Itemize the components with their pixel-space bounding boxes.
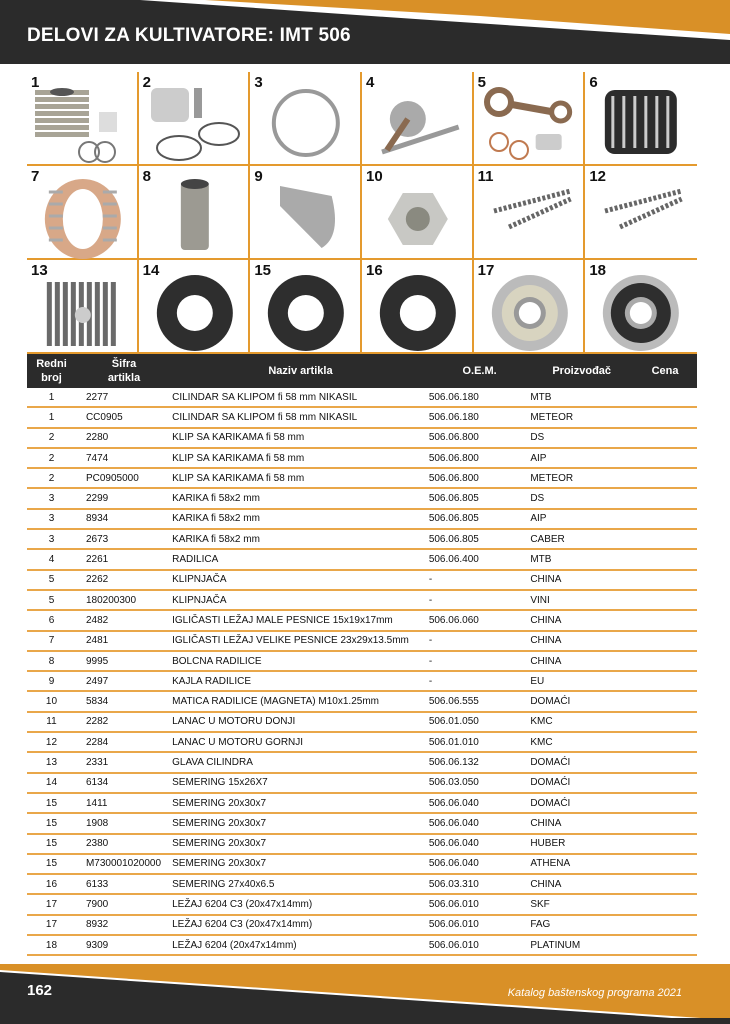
cell-redni-broj: 8 bbox=[27, 651, 76, 671]
image-cell-10 bbox=[362, 166, 474, 260]
cell-redni-broj: 17 bbox=[27, 915, 76, 935]
cell-oem: 506.06.800 bbox=[429, 468, 531, 488]
table-row bbox=[27, 509, 697, 529]
cell-naziv: GLAVA CILINDRA bbox=[172, 752, 429, 772]
table-row bbox=[27, 773, 697, 793]
image-cell-17 bbox=[474, 260, 586, 354]
cell-cena bbox=[633, 854, 697, 874]
cell-proizvodjac: MTB bbox=[530, 549, 633, 569]
cell-proizvodjac: ATHENA bbox=[530, 854, 633, 874]
table-row bbox=[27, 712, 697, 732]
cell-proizvodjac: FAG bbox=[530, 915, 633, 935]
cell-naziv: IGLIČASTI LEŽAJ VELIKE PESNICE 23x29x13.5mm bbox=[172, 631, 429, 651]
cell-sifra: 9309 bbox=[76, 935, 172, 955]
col-header-cena: Cena bbox=[651, 365, 679, 377]
cell-proizvodjac: CHINA bbox=[530, 874, 633, 894]
catalog-title: Katalog baštenskog programa 2021 bbox=[507, 987, 682, 999]
cell-cena bbox=[633, 793, 697, 813]
cell-proizvodjac: CHINA bbox=[530, 631, 633, 651]
cell-sifra: PC0905000 bbox=[76, 468, 172, 488]
cell-naziv: LANAC U MOTORU GORNJI bbox=[172, 732, 429, 752]
image-number: 10 bbox=[366, 168, 383, 185]
cell-redni-broj: 11 bbox=[27, 712, 76, 732]
cell-sifra: CC0905 bbox=[76, 407, 172, 427]
table-row bbox=[27, 752, 697, 772]
cell-naziv: LEŽAJ 6204 C3 (20x47x14mm) bbox=[172, 915, 429, 935]
cell-naziv: RADILICA bbox=[172, 549, 429, 569]
cell-redni-broj: 7 bbox=[27, 631, 76, 651]
table-row bbox=[27, 732, 697, 752]
cell-oem: 506.06.800 bbox=[429, 448, 531, 468]
cell-naziv: KLIPNJAČA bbox=[172, 590, 429, 610]
image-number: 18 bbox=[589, 262, 607, 279]
image-number: 3 bbox=[254, 74, 263, 91]
image-cell-6 bbox=[585, 72, 697, 166]
cell-oem: - bbox=[429, 671, 531, 691]
cell-redni-broj: 1 bbox=[27, 388, 76, 407]
cell-oem: - bbox=[429, 570, 531, 590]
cell-cena bbox=[633, 691, 697, 711]
page-header bbox=[0, 0, 730, 64]
table-body bbox=[27, 388, 697, 955]
cell-naziv: CILINDAR SA KLIPOM fi 58 mm NIKASIL bbox=[172, 407, 429, 427]
cell-redni-broj: 3 bbox=[27, 529, 76, 549]
cell-cena bbox=[633, 610, 697, 630]
image-cell-7 bbox=[27, 166, 139, 260]
cell-cena bbox=[633, 651, 697, 671]
cell-naziv: KLIP SA KARIKAMA fi 58 mm bbox=[172, 428, 429, 448]
cell-oem: 506.01.050 bbox=[429, 712, 531, 732]
parts-image-grid bbox=[27, 72, 697, 354]
table-row bbox=[27, 894, 697, 914]
cell-redni-broj: 4 bbox=[27, 549, 76, 569]
image-cell-8 bbox=[139, 166, 251, 260]
cell-redni-broj: 12 bbox=[27, 732, 76, 752]
cell-oem: 506.03.310 bbox=[429, 874, 531, 894]
cell-oem: 506.06.132 bbox=[429, 752, 531, 772]
cell-oem: - bbox=[429, 631, 531, 651]
table-row bbox=[27, 388, 697, 407]
cell-cena bbox=[633, 468, 697, 488]
cell-redni-broj: 5 bbox=[27, 590, 76, 610]
cell-redni-broj: 16 bbox=[27, 874, 76, 894]
cell-naziv: LEŽAJ 6204 (20x47x14mm) bbox=[172, 935, 429, 955]
cell-oem: 506.06.180 bbox=[429, 388, 531, 407]
table-row bbox=[27, 488, 697, 508]
cell-sifra: 8932 bbox=[76, 915, 172, 935]
cell-sifra: 1411 bbox=[76, 793, 172, 813]
image-cell-16 bbox=[362, 260, 474, 354]
cell-redni-broj: 5 bbox=[27, 570, 76, 590]
cell-proizvodjac: CHINA bbox=[530, 570, 633, 590]
crankshaft-pin-image bbox=[139, 166, 251, 260]
image-number: 13 bbox=[31, 262, 48, 279]
cell-proizvodjac: CHINA bbox=[530, 610, 633, 630]
cell-cena bbox=[633, 529, 697, 549]
cell-oem: 506.06.805 bbox=[429, 488, 531, 508]
cell-proizvodjac: VINI bbox=[530, 590, 633, 610]
cell-naziv: BOLCNA RADILICE bbox=[172, 651, 429, 671]
col-header-oem: O.E.M. bbox=[462, 365, 497, 377]
cell-proizvodjac: METEOR bbox=[530, 468, 633, 488]
cell-oem: 506.06.400 bbox=[429, 549, 531, 569]
cell-redni-broj: 2 bbox=[27, 428, 76, 448]
piston-with-rings-image bbox=[139, 72, 251, 166]
image-cell-11 bbox=[474, 166, 586, 260]
cell-proizvodjac: AIP bbox=[530, 509, 633, 529]
table-row bbox=[27, 428, 697, 448]
image-cell-1 bbox=[27, 72, 139, 166]
table-row bbox=[27, 691, 697, 711]
cell-oem: 506.06.010 bbox=[429, 894, 531, 914]
table-row bbox=[27, 610, 697, 630]
image-number: 12 bbox=[589, 168, 607, 185]
cell-sifra: 2280 bbox=[76, 428, 172, 448]
table-row bbox=[27, 834, 697, 854]
cell-redni-broj: 10 bbox=[27, 691, 76, 711]
cell-proizvodjac: PLATINUM bbox=[530, 935, 633, 955]
cell-sifra: 2482 bbox=[76, 610, 172, 630]
cell-sifra: 1908 bbox=[76, 813, 172, 833]
cell-proizvodjac: METEOR bbox=[530, 407, 633, 427]
image-number: 5 bbox=[477, 74, 486, 91]
cell-redni-broj: 15 bbox=[27, 813, 76, 833]
cell-redni-broj: 2 bbox=[27, 468, 76, 488]
table-row bbox=[27, 407, 697, 427]
crankshaft-image bbox=[362, 72, 474, 166]
cell-oem: 506.06.180 bbox=[429, 407, 531, 427]
cell-redni-broj: 15 bbox=[27, 834, 76, 854]
cell-redni-broj: 2 bbox=[27, 448, 76, 468]
cell-oem: 506.06.040 bbox=[429, 813, 531, 833]
page-number: 162 bbox=[27, 982, 53, 999]
cell-redni-broj: 15 bbox=[27, 793, 76, 813]
cell-cena bbox=[633, 834, 697, 854]
table-row bbox=[27, 874, 697, 894]
cell-sifra: 2262 bbox=[76, 570, 172, 590]
cell-sifra: 2299 bbox=[76, 488, 172, 508]
cell-proizvodjac: DOMAĆI bbox=[530, 773, 633, 793]
image-cell-5 bbox=[474, 72, 586, 166]
cell-oem: 506.06.040 bbox=[429, 834, 531, 854]
cell-cena bbox=[633, 752, 697, 772]
cell-cena bbox=[633, 549, 697, 569]
image-cell-3 bbox=[250, 72, 362, 166]
cell-redni-broj: 18 bbox=[27, 935, 76, 955]
cell-oem: 506.01.010 bbox=[429, 732, 531, 752]
cell-proizvodjac: HUBER bbox=[530, 834, 633, 854]
image-cell-9 bbox=[250, 166, 362, 260]
cell-naziv: KARIKA fi 58x2 mm bbox=[172, 488, 429, 508]
cell-naziv: KAJLA RADILICE bbox=[172, 671, 429, 691]
cell-cena bbox=[633, 428, 697, 448]
cell-sifra: 2284 bbox=[76, 732, 172, 752]
cell-proizvodjac: KMC bbox=[530, 712, 633, 732]
cell-redni-broj: 6 bbox=[27, 610, 76, 630]
image-cell-15 bbox=[250, 260, 362, 354]
col-header-naziv-artikla: Naziv artikla bbox=[268, 365, 333, 377]
image-number: 11 bbox=[477, 168, 494, 185]
cell-naziv: SEMERING 20x30x7 bbox=[172, 813, 429, 833]
table-row bbox=[27, 813, 697, 833]
cell-sifra: 2497 bbox=[76, 671, 172, 691]
cell-cena bbox=[633, 509, 697, 529]
cell-oem: 506.06.010 bbox=[429, 915, 531, 935]
cell-oem: 506.06.010 bbox=[429, 935, 531, 955]
cell-oem: 506.06.040 bbox=[429, 854, 531, 874]
cylinder-with-piston-image bbox=[27, 72, 139, 166]
cell-sifra: 2261 bbox=[76, 549, 172, 569]
cell-naziv: SEMERING 20x30x7 bbox=[172, 793, 429, 813]
cell-naziv: LEŽAJ 6204 C3 (20x47x14mm) bbox=[172, 894, 429, 914]
cell-proizvodjac: CHINA bbox=[530, 651, 633, 671]
cell-proizvodjac: DOMAĆI bbox=[530, 691, 633, 711]
col-header-proizvodjac: Proizvođač bbox=[552, 365, 612, 377]
cell-sifra: 2277 bbox=[76, 388, 172, 407]
cell-naziv: LANAC U MOTORU DONJI bbox=[172, 712, 429, 732]
cell-cena bbox=[633, 712, 697, 732]
image-number: 4 bbox=[366, 74, 375, 91]
table-row bbox=[27, 793, 697, 813]
cell-oem: 506.06.805 bbox=[429, 529, 531, 549]
col-header-redni-broj: Redni broj bbox=[36, 358, 67, 384]
cell-naziv: KLIP SA KARIKAMA fi 58 mm bbox=[172, 468, 429, 488]
cell-sifra: 8934 bbox=[76, 509, 172, 529]
image-cell-4 bbox=[362, 72, 474, 166]
cell-redni-broj: 15 bbox=[27, 854, 76, 874]
cell-sifra: 2481 bbox=[76, 631, 172, 651]
cell-redni-broj: 14 bbox=[27, 773, 76, 793]
cell-naziv: CILINDAR SA KLIPOM fi 58 mm NIKASIL bbox=[172, 388, 429, 407]
cell-oem: 506.06.060 bbox=[429, 610, 531, 630]
cell-cena bbox=[633, 407, 697, 427]
cell-oem: - bbox=[429, 590, 531, 610]
cell-sifra: 2331 bbox=[76, 752, 172, 772]
cell-cena bbox=[633, 813, 697, 833]
cell-sifra: 7474 bbox=[76, 448, 172, 468]
woodruff-key-image bbox=[250, 166, 362, 260]
cell-cena bbox=[633, 732, 697, 752]
needle-bearing-small-image bbox=[585, 72, 697, 166]
table-row bbox=[27, 549, 697, 569]
cell-naziv: MATICA RADILICE (MAGNETA) M10x1.25mm bbox=[172, 691, 429, 711]
cell-cena bbox=[633, 671, 697, 691]
cell-redni-broj: 3 bbox=[27, 488, 76, 508]
cell-oem: 506.06.040 bbox=[429, 793, 531, 813]
cell-naziv: KARIKA fi 58x2 mm bbox=[172, 529, 429, 549]
table-row bbox=[27, 590, 697, 610]
cell-sifra: 2673 bbox=[76, 529, 172, 549]
image-number: 14 bbox=[142, 262, 160, 279]
cell-sifra: 5834 bbox=[76, 691, 172, 711]
cell-redni-broj: 3 bbox=[27, 509, 76, 529]
cell-naziv: SEMERING 27x40x6.5 bbox=[172, 874, 429, 894]
image-number: 9 bbox=[254, 168, 263, 185]
table-row bbox=[27, 854, 697, 874]
cell-cena bbox=[633, 894, 697, 914]
cell-sifra: 180200300 bbox=[76, 590, 172, 610]
cell-oem: 506.06.805 bbox=[429, 509, 531, 529]
cell-oem: 506.06.555 bbox=[429, 691, 531, 711]
image-number: 17 bbox=[477, 262, 495, 279]
cell-naziv: SEMERING 15x26X7 bbox=[172, 773, 429, 793]
cell-naziv: KARIKA fi 58x2 mm bbox=[172, 509, 429, 529]
cell-redni-broj: 9 bbox=[27, 671, 76, 691]
image-cell-12 bbox=[585, 166, 697, 260]
cell-cena bbox=[633, 631, 697, 651]
piston-ring-image bbox=[250, 72, 362, 166]
cell-naziv: KLIPNJAČA bbox=[172, 570, 429, 590]
connecting-rod-image bbox=[474, 72, 586, 166]
cell-sifra: 9995 bbox=[76, 651, 172, 671]
image-number: 2 bbox=[142, 74, 151, 91]
image-number: 1 bbox=[31, 74, 40, 91]
cell-proizvodjac: AIP bbox=[530, 448, 633, 468]
cell-cena bbox=[633, 448, 697, 468]
table-row bbox=[27, 671, 697, 691]
cell-proizvodjac: DS bbox=[530, 488, 633, 508]
page-title: DELOVI ZA KULTIVATORE: IMT 506 bbox=[27, 25, 351, 46]
cell-proizvodjac: SKF bbox=[530, 894, 633, 914]
cell-proizvodjac: CHINA bbox=[530, 813, 633, 833]
table-row bbox=[27, 529, 697, 549]
table-row bbox=[27, 915, 697, 935]
cell-cena bbox=[633, 488, 697, 508]
cell-proizvodjac: DS bbox=[530, 428, 633, 448]
cell-proizvodjac: CABER bbox=[530, 529, 633, 549]
image-number: 8 bbox=[142, 168, 151, 185]
parts-table bbox=[27, 354, 697, 956]
needle-bearing-large-image bbox=[27, 166, 139, 260]
image-cell-18 bbox=[585, 260, 697, 354]
table-row bbox=[27, 448, 697, 468]
cell-proizvodjac: EU bbox=[530, 671, 633, 691]
cell-cena bbox=[633, 773, 697, 793]
cell-oem: 506.06.800 bbox=[429, 428, 531, 448]
cell-cena bbox=[633, 935, 697, 955]
cell-sifra: 7900 bbox=[76, 894, 172, 914]
image-cell-14 bbox=[139, 260, 251, 354]
cell-proizvodjac: MTB bbox=[530, 388, 633, 407]
cell-proizvodjac: DOMAĆI bbox=[530, 752, 633, 772]
cell-redni-broj: 17 bbox=[27, 894, 76, 914]
image-number: 7 bbox=[31, 168, 40, 185]
cell-redni-broj: 13 bbox=[27, 752, 76, 772]
cell-naziv: KLIP SA KARIKAMA fi 58 mm bbox=[172, 448, 429, 468]
cell-cena bbox=[633, 590, 697, 610]
cell-sifra: 6134 bbox=[76, 773, 172, 793]
cell-sifra: 2380 bbox=[76, 834, 172, 854]
image-number: 16 bbox=[366, 262, 383, 279]
cell-sifra: 6133 bbox=[76, 874, 172, 894]
image-cell-13 bbox=[27, 260, 139, 354]
cell-proizvodjac: KMC bbox=[530, 732, 633, 752]
cell-naziv: IGLIČASTI LEŽAJ MALE PESNICE 15x19x17mm bbox=[172, 610, 429, 630]
cell-cena bbox=[633, 388, 697, 407]
table-header-row bbox=[27, 354, 697, 388]
cell-naziv: SEMERING 20x30x7 bbox=[172, 854, 429, 874]
image-cell-2 bbox=[139, 72, 251, 166]
cell-cena bbox=[633, 570, 697, 590]
image-number: 15 bbox=[254, 262, 272, 279]
image-number: 6 bbox=[589, 74, 598, 91]
cell-cena bbox=[633, 915, 697, 935]
cell-naziv: SEMERING 20x30x7 bbox=[172, 834, 429, 854]
cell-oem: 506.03.050 bbox=[429, 773, 531, 793]
table-row bbox=[27, 935, 697, 955]
cell-sifra: 2282 bbox=[76, 712, 172, 732]
table-row bbox=[27, 570, 697, 590]
cell-proizvodjac: DOMAĆI bbox=[530, 793, 633, 813]
table-row bbox=[27, 631, 697, 651]
col-header-sifra-artikla: Šifra artikla bbox=[107, 358, 141, 384]
cell-cena bbox=[633, 874, 697, 894]
table-row bbox=[27, 468, 697, 488]
cell-sifra: M730001020000 bbox=[76, 854, 172, 874]
cell-oem: - bbox=[429, 651, 531, 671]
cell-redni-broj: 1 bbox=[27, 407, 76, 427]
table-row bbox=[27, 651, 697, 671]
